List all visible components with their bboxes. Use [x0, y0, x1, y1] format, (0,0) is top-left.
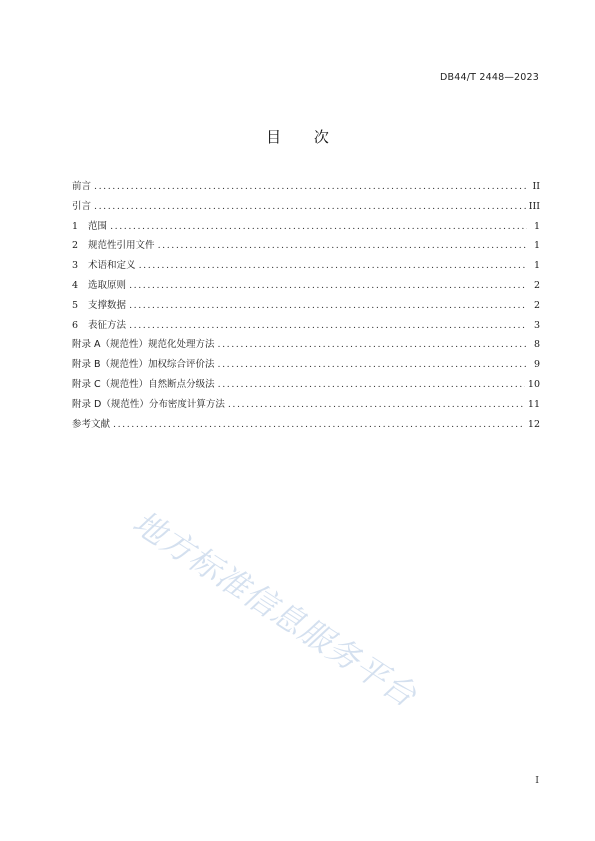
toc-entry-page: 2 [533, 279, 540, 291]
toc-entry[interactable] [72, 319, 540, 339]
toc-entry[interactable] [72, 398, 540, 418]
toc-entry-page: III [528, 200, 540, 212]
toc-entry-label: 参考文献 [72, 418, 111, 430]
toc-entry-page: 8 [533, 339, 540, 351]
toc-entry-label [72, 299, 126, 313]
toc-entry-text: 范围 [88, 220, 108, 232]
toc-entry-label: 附录 C（规范性）自然断点分级法 [72, 378, 215, 390]
toc-entry-label [72, 220, 107, 234]
toc-entry[interactable] [72, 279, 540, 299]
toc-entry-page: II [532, 181, 540, 192]
title-char-2: 次 [313, 128, 329, 146]
toc-entry[interactable] [72, 418, 540, 438]
page-title [0, 126, 595, 147]
toc-dot-leader [94, 200, 526, 214]
toc-entry-number: 3 [72, 260, 79, 272]
toc-entry-label: 附录 B（规范性）加权综合评价法 [72, 359, 215, 371]
page-number: I [535, 775, 539, 786]
toc-dot-leader [139, 259, 527, 273]
toc-entry-text: 术语和定义 [88, 260, 136, 272]
toc-entry-label [72, 319, 126, 333]
toc-entry[interactable] [72, 378, 540, 398]
toc-entry[interactable] [72, 338, 540, 358]
toc-entry-number: 1 [72, 220, 79, 232]
toc-entry-label: 引言 [72, 200, 92, 212]
toc-entry-page: 1 [533, 220, 540, 232]
title-char-1: 目 [266, 128, 282, 146]
toc-dot-leader [113, 418, 525, 432]
toc-entry-label [72, 259, 136, 273]
toc-entry[interactable] [72, 220, 540, 240]
toc-entry-text: 支撑数据 [88, 299, 127, 311]
toc-entry-number: 6 [72, 319, 79, 331]
toc-entry[interactable] [72, 239, 540, 259]
toc-entry[interactable] [72, 259, 540, 279]
toc-entry-label [72, 239, 155, 253]
toc-entry[interactable] [72, 180, 540, 200]
toc-dot-leader [110, 220, 527, 234]
watermark: 地方标准信息服务平台 [126, 503, 424, 715]
toc-dot-leader [129, 279, 527, 293]
toc-dot-leader [218, 378, 525, 392]
standard-code: DB44/T 2448—2023 [440, 72, 539, 83]
toc-entry[interactable] [72, 200, 540, 220]
toc-dot-leader [218, 358, 527, 372]
toc-entry-page: 9 [533, 359, 540, 371]
toc-entry-label: 前言 [72, 181, 92, 192]
toc-entry-label: 附录 D（规范性）分布密度计算方法 [72, 398, 225, 410]
toc-dot-leader [228, 398, 525, 412]
toc-entry-label: 附录 A（规范性）规范化处理方法 [72, 339, 215, 351]
toc-dot-leader [94, 180, 527, 194]
toc-entry-number: 4 [72, 279, 79, 291]
toc-entry[interactable] [72, 358, 540, 378]
toc-entry-text: 表征方法 [88, 319, 127, 331]
toc-entry-number: 2 [72, 240, 79, 252]
toc-dot-leader [158, 239, 527, 253]
toc-entry-text: 规范性引用文件 [88, 240, 155, 252]
toc-entry-page: 3 [533, 319, 540, 331]
toc-entry-page: 12 [527, 418, 540, 430]
toc-entry-number: 5 [72, 299, 79, 311]
toc-entry-page: 2 [533, 299, 540, 311]
toc-entry[interactable] [72, 299, 540, 319]
toc-entry-page: 10 [527, 378, 540, 390]
toc-entry-text: 选取原则 [88, 279, 127, 291]
toc-entry-page: 1 [533, 240, 540, 252]
toc-dot-leader [129, 299, 527, 313]
toc-dot-leader [129, 319, 527, 333]
toc-dot-leader [218, 338, 527, 352]
toc-entry-label [72, 279, 126, 293]
table-of-contents [72, 180, 540, 437]
toc-entry-page: 11 [527, 398, 540, 410]
toc-entry-page: 1 [533, 260, 540, 272]
